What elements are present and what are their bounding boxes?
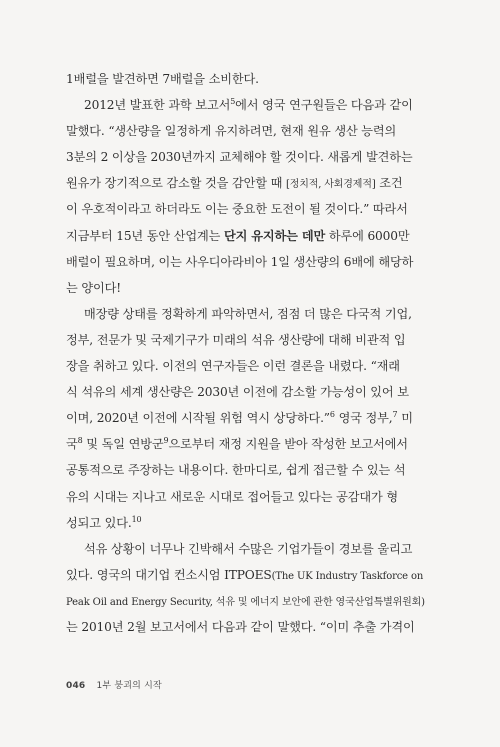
footnote-marker: 9 [163, 436, 169, 446]
text-line [66, 249, 439, 275]
text-segment: 정부, 전문가 및 국제기구가 미래의 석유 생산량에 대해 비관적 입 [66, 332, 406, 347]
text-segment: 하루에 6000만 [325, 228, 410, 243]
text-line [66, 484, 439, 510]
section-title: 1부 붕괴의 시작 [96, 681, 162, 691]
text-segment: 매장량 상태를 정확하게 파악하면서, 점점 더 많은 다국적 기업, [84, 306, 412, 321]
text-segment: 는 양이다! [66, 280, 121, 295]
text-segment: 이며, 2020년 이전에 시작될 위험 역시 상당하다.” [66, 411, 330, 426]
text-segment: 배럴이 필요하며, 이는 사우디아라비아 1일 생산량의 6배에 해당하 [66, 254, 414, 269]
text-line [66, 196, 439, 222]
text-line [66, 118, 439, 144]
text-segment: 있다. 영국의 대기업 컨소시엄 ITPOES [66, 567, 272, 582]
small-text: Peak Oil and Energy Security, 석유 및 에너지 보안에 관한 영국산업특별위원회) [66, 596, 425, 608]
text-line [66, 66, 439, 92]
footnote-marker: 7 [392, 410, 398, 420]
emphasis-text: 단지 유지하는 데만 [223, 228, 326, 243]
text-segment: 말했다. “생산량을 일정하게 유지하려면, 현재 원유 생산 능력의 [66, 124, 397, 139]
text-segment: 지금부터 15년 동안 산업계는 [66, 228, 224, 243]
text-line [66, 510, 439, 536]
text-segment: 및 독일 연방군 [82, 437, 164, 452]
text-line [66, 562, 439, 588]
text-line [66, 92, 439, 118]
text-line [66, 223, 439, 249]
text-segment: 미 [397, 411, 413, 426]
text-segment: 영국 정부, [334, 411, 393, 426]
text-line [66, 353, 439, 379]
text-segment: 조건 [375, 176, 403, 191]
text-segment: 성되고 있다. [66, 515, 132, 530]
text-segment: 장을 취하고 있다. 이전의 연구자들은 이런 결론을 내렸다. “재래 [66, 359, 400, 374]
text-line [66, 327, 439, 353]
text-segment: 원유가 장기적으로 감소할 것을 감안할 때 [66, 176, 286, 191]
text-segment: 1배럴을 발견하면 7배럴을 소비한다. [66, 72, 259, 86]
text-line [66, 405, 439, 431]
text-segment: 에서 영국 연구원들은 다음과 같이 [235, 98, 413, 113]
text-line [66, 144, 439, 170]
text-segment: 3분의 2 이상을 2030년까지 교체해야 할 것이다. 새롭게 발견하는 [66, 150, 413, 165]
text-line [66, 301, 439, 327]
page-number: 046 [66, 681, 86, 691]
small-text: [정치적, 사회경제적] [285, 179, 376, 191]
text-line [66, 614, 439, 640]
text-line [66, 170, 439, 196]
footnote-marker: 6 [329, 410, 335, 420]
footnote-marker: 10 [131, 514, 142, 524]
text-segment: 유의 시대는 지나고 새로운 시대로 접어들고 있다는 공감대가 형 [66, 489, 398, 504]
text-line [66, 431, 439, 457]
text-line [66, 536, 439, 562]
text-segment: 국 [66, 437, 78, 452]
text-line [66, 275, 439, 301]
footnote-marker: 5 [230, 97, 236, 107]
text-segment: 는 2010년 2월 보고서에서 다음과 같이 말했다. “이미 추출 가격이 [66, 619, 415, 634]
text-segment: 이 우호적이라고 하더라도 이는 중요한 도전이 될 것이다.” 따라서 [66, 202, 408, 217]
text-segment: 2012년 발표한 과학 보고서 [84, 98, 231, 113]
small-text: (The UK Industry Taskforce on [271, 570, 424, 582]
text-line [66, 379, 439, 405]
text-segment: 석유 상황이 너무나 긴박해서 수많은 기업가들이 경보를 울리고 [84, 541, 413, 556]
footnote-marker: 8 [77, 436, 83, 446]
text-segment: 으로부터 재정 지원을 받아 작성한 보고서에서 [168, 437, 408, 452]
page-footer [66, 678, 162, 691]
text-segment: 공통적으로 주장하는 내용이다. 한마디로, 쉽게 접근할 수 있는 석 [66, 463, 406, 478]
text-line [66, 457, 439, 483]
text-segment: 식 석유의 세계 생산량은 2030년 이전에 감소할 가능성이 있어 보 [66, 385, 409, 400]
text-line [66, 588, 439, 614]
body-text [66, 66, 439, 640]
